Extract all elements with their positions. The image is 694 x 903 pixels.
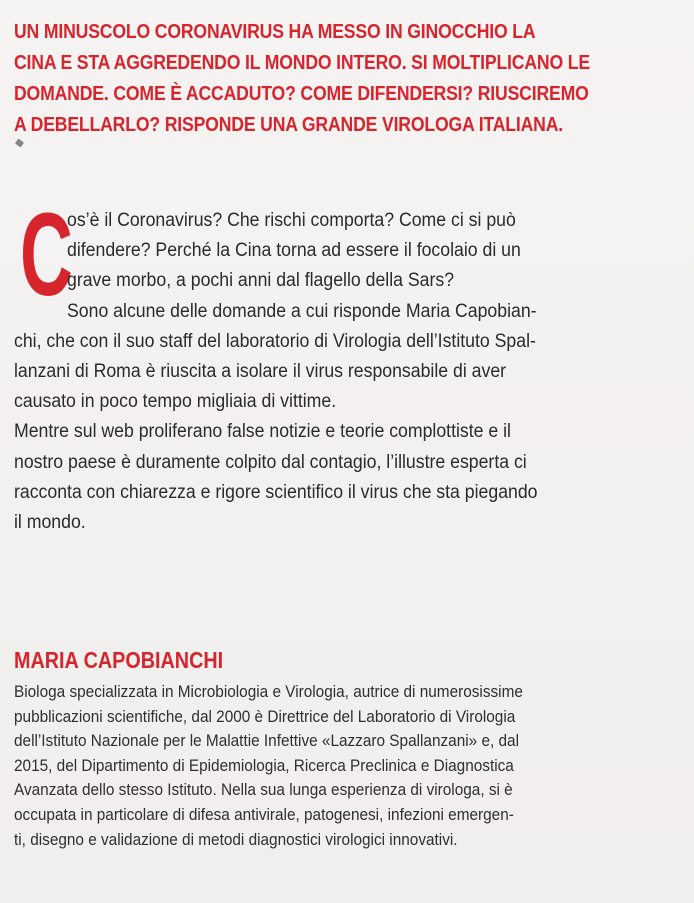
bio-line: ti, disegno e validazione di metodi diagnostici virologici innovativi. [14,830,458,849]
body-line: chi, che con il suo staff del laboratorio di Virologia dell’Istituto Spal- [14,330,536,352]
body-line: il mondo. [14,512,86,534]
body-line: lanzani di Roma è riuscita a isolare il virus responsabile di aver [14,361,507,383]
drop-cap: C [20,189,73,321]
body-line: os’è il Coronavirus? Che rischi comporta? Come ci si può [67,210,516,231]
bio-line: Avanzata dello stesso Istituto. Nella sua lunga esperienza di virologa, si è [14,781,513,800]
body-line: causato in poco tempo migliaia di vittime. [14,391,337,413]
body-line: Mentre sul web proliferano false notizie e teorie complottiste e il [14,421,511,443]
bio-line: Biologa specializzata in Microbiologia e Virologia, autrice di numerosissime [14,683,523,701]
blurb-line: UN MINUSCOLO CORONAVIRUS HA MESSO IN GINOCCHIO LA [14,20,536,43]
blurb-line: CINA E STA AGGREDENDO IL MONDO INTERO. SI MOLTIPLICANO LE [14,51,590,74]
author-bio [14,680,682,852]
bio-line: 2015, del Dipartimento di Epidemiologia, Ricerca Preclinica e Diagnostica [14,756,514,775]
body-paragraph [14,206,682,538]
blurb-line: A DEBELLARLO? RISPONDE UNA GRANDE VIROLOGA ITALIANA. [14,113,564,136]
bio-line: pubblicazioni scientifiche, dal 2000 è Direttrice del Laboratorio di Virologia [14,707,516,726]
body-line: nostro paese è duramente colpito dal contagio, l’illustre esperta ci [14,451,527,473]
blurb-line: DOMANDE. COME È ACCADUTO? COME DIFENDERSI? RIUSCIREMO [14,82,589,105]
author-name: MARIA CAPOBIANCHI [14,647,224,673]
bio-line: occupata in particolare di difesa antivirale, patogenesi, infezioni emergen- [14,805,514,824]
body-line: grave morbo, a pochi anni dal flagello della Sars? [67,270,455,292]
blurb-headline [14,16,681,140]
body-line: difendere? Perché la Cina torna ad essere il focolaio di un [67,240,521,262]
body-line: racconta con chiarezza e rigore scientifico il virus che sta piegando [14,481,538,503]
body-line: Sono alcune delle domande a cui risponde Maria Capobian- [67,300,537,322]
bio-line: dell’Istituto Nazionale per le Malattie Infettive «Lazzaro Spallanzani» e, dal [14,732,519,751]
